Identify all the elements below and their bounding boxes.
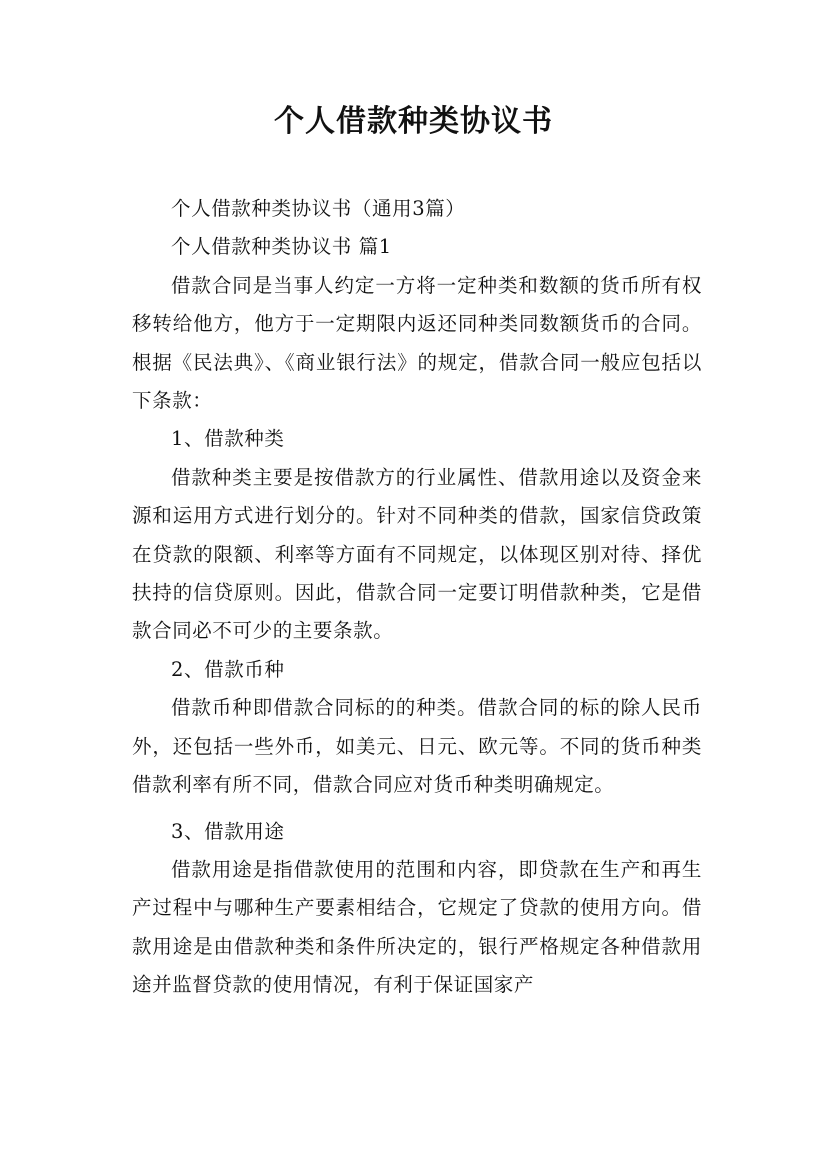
section-paragraph-1: 借款种类主要是按借款方的行业属性、借款用途以及资金来源和运用方式进行划分的。针对不同种类的借款，国家信贷政策在贷款的限额、利率等方面有不同规定，以体现区别对待、择优扶持的信贷原则。因此，借款合同一定要订明借款种类，它是借款合同必不可少的主要条款。: [132, 465, 702, 643]
intro-paragraph: 借款合同是当事人约定一方将一定种类和数额的货币所有权移转给他方，他方于一定期限内返还同种类同数额货币的合同。根据《民法典》、《商业银行法》的规定，借款合同一般应包括以下条款：: [132, 273, 702, 413]
document-subtitle: 个人借款种类协议书（通用3篇）: [171, 197, 466, 220]
section-paragraph-2: 借款币种即借款合同标的的种类。借款合同的标的除人民币外，还包括一些外币，如美元、日元、欧元等。不同的货币种类借款利率有所不同，借款合同应对货币种类明确规定。: [132, 696, 702, 797]
document-body: [132, 190, 702, 1005]
document-title: 个人借款种类协议书: [274, 104, 553, 139]
paragraph-gap: [132, 805, 702, 813]
section-paragraph-3: 借款用途是指借款使用的范围和内容，即贷款在生产和再生产过程中与哪种生产要素相结合，它规定了贷款的使用方向。借款用途是由借款种类和条件所决定的，银行严格规定各种借款用途并监督贷款的使用情况，有利于保证国家产: [132, 857, 702, 997]
section-heading-2: 2、借款币种: [171, 657, 285, 681]
section-heading-3: 3、借款用途: [171, 819, 285, 843]
part-heading: 个人借款种类协议书 篇1: [171, 235, 392, 259]
section-heading-1: 1、借款种类: [171, 427, 285, 451]
